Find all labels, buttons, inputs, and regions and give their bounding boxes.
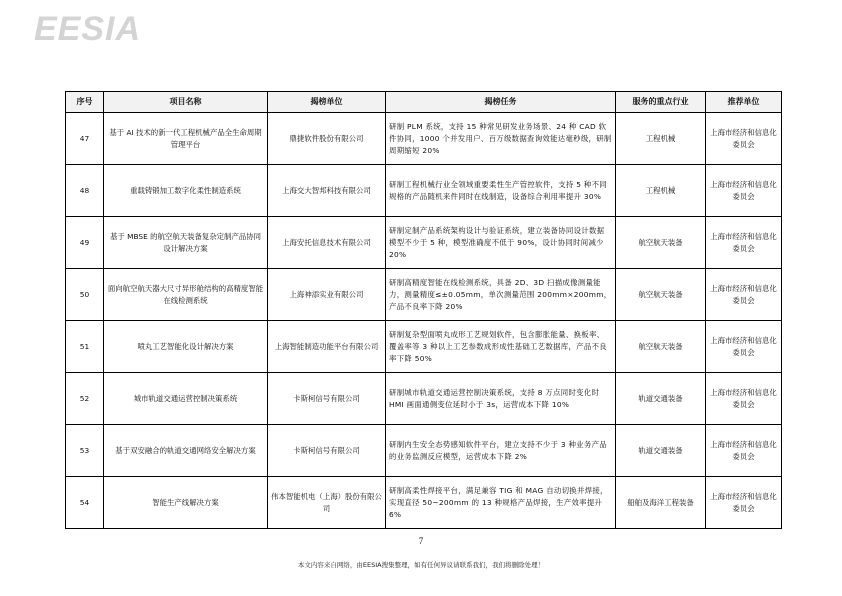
row-industry: 轨道交通装备 xyxy=(616,373,706,425)
table-row xyxy=(66,425,782,477)
row-project-name: 城市轨道交通运营控制决策系统 xyxy=(104,373,268,425)
row-unit: 卡斯柯信号有限公司 xyxy=(268,425,386,477)
row-project-name: 基于 MBSE 的航空航天装备复杂定制产品协同设计解决方案 xyxy=(104,217,268,269)
row-task: 研制工程机械行业全领域重要柔性生产管控软件，支持 5 种不同规格的产品随机来件同时在线制造，设备综合利用率提升 30% xyxy=(386,165,616,217)
row-recommender: 上海市经济和信息化委员会 xyxy=(706,217,782,269)
row-project-name: 喷丸工艺智能化设计解决方案 xyxy=(104,321,268,373)
row-project-name: 智能生产线解决方案 xyxy=(104,477,268,529)
row-recommender: 上海市经济和信息化委员会 xyxy=(706,425,782,477)
row-unit: 伟本智能机电（上海）股份有限公司 xyxy=(268,477,386,529)
row-recommender: 上海市经济和信息化委员会 xyxy=(706,113,782,165)
row-task: 研制高柔性焊接平台，满足兼容 TIG 和 MAG 自动切换并焊接，实现直径 50~200mm 的 13 种规格产品焊接，生产效率提升 6% xyxy=(386,477,616,529)
row-task: 研制城市轨道交通运营控制决策系统，支持 8 万点同时变化时 HMI 画面通侧变位延时小于 3s，运营成本下降 10% xyxy=(386,373,616,425)
row-no: 52 xyxy=(66,373,104,425)
row-no: 53 xyxy=(66,425,104,477)
row-recommender: 上海市经济和信息化委员会 xyxy=(706,477,782,529)
row-industry: 航空航天装备 xyxy=(616,269,706,321)
row-recommender: 上海市经济和信息化委员会 xyxy=(706,321,782,373)
table-row xyxy=(66,477,782,529)
header-industry: 服务的重点行业 xyxy=(616,92,706,113)
row-no: 47 xyxy=(66,113,104,165)
row-no: 54 xyxy=(66,477,104,529)
table-row xyxy=(66,165,782,217)
row-project-name: 基于双安融合的轨道交通网络安全解决方案 xyxy=(104,425,268,477)
project-table xyxy=(65,91,782,529)
row-task: 研制内生安全态势感知软件平台，建立支持不少于 3 种业务产品的业务监测反应模型，运营成本下降 2% xyxy=(386,425,616,477)
row-recommender: 上海市经济和信息化委员会 xyxy=(706,373,782,425)
row-industry: 航空航天装备 xyxy=(616,217,706,269)
row-task: 研制定制产品系统架构设计与验证系统，建立装备协同设计数据模型不少于 5 种，模型准确度不低于 90%，设计协同时间减少 20% xyxy=(386,217,616,269)
row-unit: 鼎捷软件股份有限公司 xyxy=(268,113,386,165)
row-no: 49 xyxy=(66,217,104,269)
eesia-logo: EESIA xyxy=(34,10,142,48)
row-task: 研制复杂型面喷丸成形工艺规划软件，包含膨胀能量、换板率、覆盖率等 3 种以上工艺参数成形成性基础工艺数据库，产品不良率下降 50% xyxy=(386,321,616,373)
row-unit: 上海神添实业有限公司 xyxy=(268,269,386,321)
row-industry: 航空航天装备 xyxy=(616,321,706,373)
header-task: 揭榜任务 xyxy=(386,92,616,113)
row-no: 50 xyxy=(66,269,104,321)
row-industry: 轨道交通装备 xyxy=(616,425,706,477)
row-unit: 卡斯柯信号有限公司 xyxy=(268,373,386,425)
row-unit: 上海智能制造功能平台有限公司 xyxy=(268,321,386,373)
header-unit: 揭榜单位 xyxy=(268,92,386,113)
table-row xyxy=(66,113,782,165)
header-recommender: 推荐单位 xyxy=(706,92,782,113)
row-project-name: 重载铸锻加工数字化柔性制造系统 xyxy=(104,165,268,217)
footer-disclaimer: 本文内容来自网络，由EESIA搜集整理，如有任何异议请联系我们，我们将删除处理！ xyxy=(297,561,545,569)
table-row xyxy=(66,373,782,425)
row-unit: 上海交大智邦科技有限公司 xyxy=(268,165,386,217)
row-unit: 上海安托信息技术有限公司 xyxy=(268,217,386,269)
row-industry: 船舶及海洋工程装备 xyxy=(616,477,706,529)
table-row xyxy=(66,269,782,321)
row-no: 51 xyxy=(66,321,104,373)
table-row xyxy=(66,217,782,269)
row-recommender: 上海市经济和信息化委员会 xyxy=(706,165,782,217)
row-project-name: 面向航空航天器大尺寸异形舱结构的高精度智能在线检测系统 xyxy=(104,269,268,321)
row-task: 研制高精度智能在线检测系统，具备 2D、3D 扫描成像测量能力，测量精度≤±0.05mm，单次测量范围 200mm×200mm，产品不良率下降 20% xyxy=(386,269,616,321)
table-row xyxy=(66,321,782,373)
header-project-name: 项目名称 xyxy=(104,92,268,113)
row-no: 48 xyxy=(66,165,104,217)
row-industry: 工程机械 xyxy=(616,165,706,217)
header-no: 序号 xyxy=(66,92,104,113)
table-header-row xyxy=(66,92,782,113)
row-recommender: 上海市经济和信息化委员会 xyxy=(706,269,782,321)
page-number: 7 xyxy=(418,536,424,546)
row-project-name: 基于 AI 技术的新一代工程机械产品全生命周期管理平台 xyxy=(104,113,268,165)
row-industry: 工程机械 xyxy=(616,113,706,165)
row-task: 研制 PLM 系统，支持 15 种常见研发业务场景、24 种 CAD 软件协同，1000 个并发用户、百万级数据查询效能达毫秒级，研制周期缩短 20% xyxy=(386,113,616,165)
